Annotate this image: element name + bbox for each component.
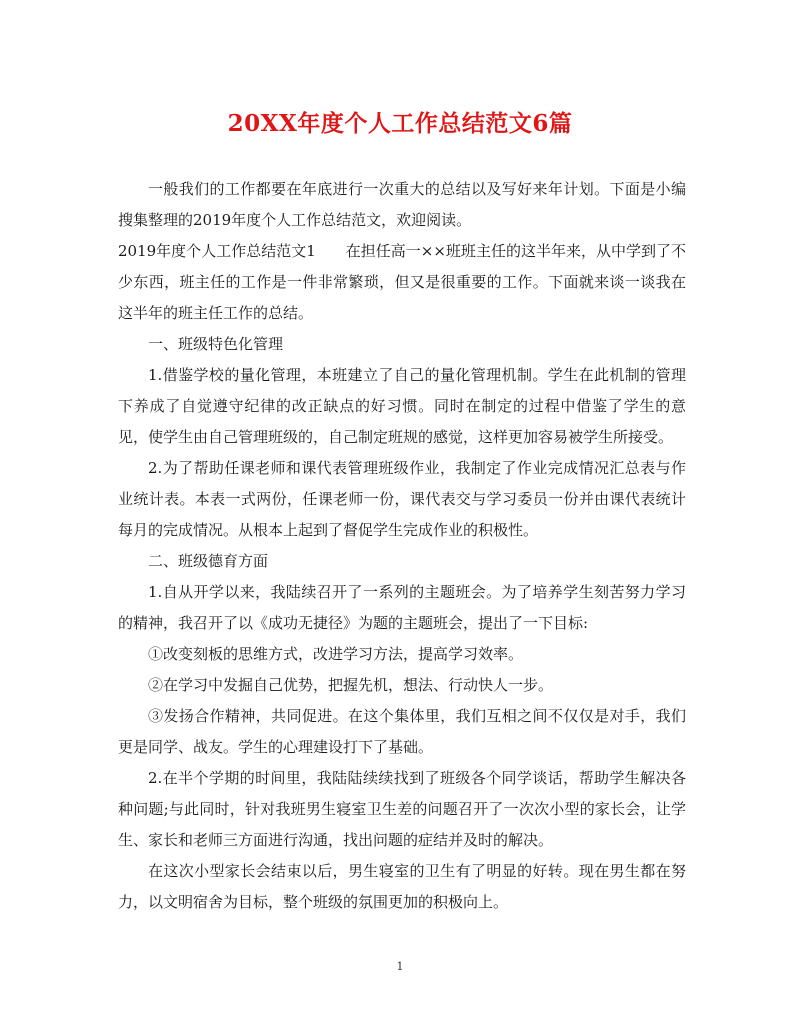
goal-item-3: ③发扬合作精神，共同促进。在这个集体里，我们互相之间不仅仅是对手，我们更是同学、战友。学生的心理建设打下了基础。 bbox=[118, 707, 686, 756]
heading-moral-education: 二、班级德育方面 bbox=[148, 552, 269, 570]
heading-class-management: 一、班级特色化管理 bbox=[148, 335, 284, 353]
section-opening-text: 在担任高一××班班主任的这半年来，从中学到了不少东西，班主任的工作是一件非常繁琐，但又是很重要的工作。下面就来谈一谈我在这半年的班主任工作的总结。 bbox=[118, 242, 686, 322]
goal-item-2: ②在学习中发掘自己优势，把握先机，想法、行动快人一步。 bbox=[148, 676, 554, 694]
section-heading: 2019年度个人工作总结范文1 bbox=[118, 242, 316, 260]
intro-paragraph: 一般我们的工作都要在年底进行一次重大的总结以及写好来年计划。下面是小编搜集整理的2019年度个人工作总结范文，欢迎阅读。 bbox=[118, 180, 686, 229]
paragraph-quantified-management: 1.借鉴学校的量化管理，本班建立了自己的量化管理机制。学生在此机制的管理下养成了自觉遵守纪律的改正缺点的好习惯。同时在制定的过程中借鉴了学生的意见，使学生由自己管理班级的，自己制定班规的感觉，这样更加容易被学生所接受。 bbox=[118, 366, 686, 446]
paragraph-parent-meeting-result: 在这次小型家长会结束以后，男生寝室的卫生有了明显的好转。现在男生都在努力，以文明宿舍为目标，整个班级的氛围更加的积极向上。 bbox=[118, 862, 686, 911]
page-number: 1 bbox=[396, 960, 404, 973]
section-paragraph bbox=[118, 236, 686, 329]
document-body bbox=[118, 174, 686, 918]
document-title: 20XX年度个人工作总结范文6篇 bbox=[227, 110, 573, 137]
goal-item-1: ①改变刻板的思维方式，改进学习方法，提高学习效率。 bbox=[148, 645, 524, 663]
paragraph-homework-tracking: 2.为了帮助任课老师和课代表管理班级作业，我制定了作业完成情况汇总表与作业统计表。本表一式两份，任课老师一份，课代表交与学习委员一份并由课代表统计每月的完成情况。从根本上起到了督促学生完成作业的积极性。 bbox=[118, 459, 686, 539]
paragraph-student-talks: 2.在半个学期的时间里，我陆陆续续找到了班级各个同学谈话，帮助学生解决各种问题;与此同时，针对我班男生寝室卫生差的问题召开了一次次小型的家长会，让学生、家长和老师三方面进行沟通，找出问题的症结并及时的解决。 bbox=[118, 769, 686, 849]
paragraph-theme-meetings: 1.自从开学以来，我陆续召开了一系列的主题班会。为了培养学生刻苦努力学习的精神，我召开了以《成功无捷径》为题的主题班会，提出了一下目标: bbox=[118, 583, 686, 632]
